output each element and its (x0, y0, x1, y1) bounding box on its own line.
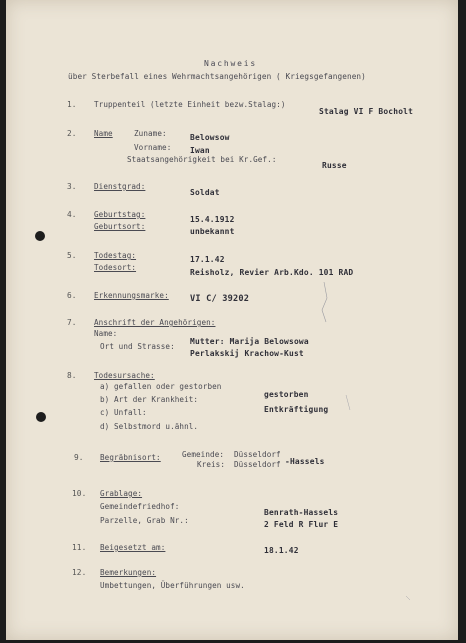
item-1-number: 1. (67, 100, 77, 109)
burial-place-label: Begräbnisort: (100, 453, 161, 462)
district-value-extra: -Hassels (285, 457, 325, 466)
id-tag-value: VI C/ 39202 (190, 294, 250, 304)
district-value: Düsseldorf (234, 460, 281, 469)
unit-value: Stalag VI F Bocholt (319, 107, 414, 116)
cause-value-a: gestorben (264, 390, 309, 399)
buried-on-value: 18.1.42 (264, 546, 299, 555)
cemetery-label: Gemeindefriedhof: (100, 502, 180, 511)
relative-street-value: Perlakskij Krachow-Kust (190, 349, 304, 358)
citizenship-label: Staatsangehörigkeit bei Kr.Gef.: (127, 155, 277, 164)
birthplace-label: Geburtsort: (94, 222, 146, 231)
item-9-number: 9. (74, 453, 84, 462)
item-2-number: 2. (67, 129, 77, 138)
item-10-number: 10. (72, 489, 87, 498)
cause-option-b: b) Art der Krankheit: (100, 395, 199, 404)
rank-label: Dienstgrad: (94, 182, 146, 191)
deathplace-label: Todesort: (94, 263, 137, 272)
rank-value: Soldat (190, 188, 220, 197)
relative-name-label: Name: (94, 329, 118, 338)
birthday-value: 15.4.1912 (190, 215, 235, 224)
deathday-label: Todestag: (94, 251, 137, 260)
item-5-number: 5. (67, 251, 77, 260)
cause-of-death-label: Todesursache: (94, 371, 155, 380)
cause-option-c: c) Unfall: (100, 408, 147, 417)
document-page (6, 0, 458, 640)
document-title: Nachweis (204, 59, 257, 68)
id-tag-label: Erkennungsmarke: (94, 291, 169, 300)
unit-label: Truppenteil (letzte Einheit bezw.Stalag:) (94, 100, 286, 109)
cause-value-b: Entkräftigung (264, 405, 329, 414)
item-6-number: 6. (67, 291, 77, 300)
buried-on-label: Beigesetzt am: (100, 543, 166, 552)
item-3-number: 3. (67, 182, 77, 191)
surname-label: Zuname: (134, 129, 167, 138)
document-subtitle: über Sterbefall eines Wehrmachtsangehörigen ( Kriegsgefangenen) (68, 72, 366, 81)
cause-option-d: d) Selbstmord u.ähnl. (100, 422, 199, 431)
relatives-address-label: Anschrift der Angehörigen: (94, 318, 216, 327)
surname-value: Belowsow (190, 133, 230, 142)
relative-name-value: Mutter: Marija Belowsowa (190, 337, 309, 346)
item-8-number: 8. (67, 371, 77, 380)
remarks-text: Umbettungen, Überführungen usw. (100, 581, 245, 590)
cemetery-value: Benrath-Hassels (264, 508, 339, 517)
municipality-label: Gemeinde: (182, 450, 225, 459)
municipality-value: Düsseldorf (234, 450, 281, 459)
citizenship-value: Russe (322, 161, 347, 170)
deathplace-value: Reisholz, Revier Arb.Kdo. 101 RAD (190, 268, 354, 277)
birthday-label: Geburtstag: (94, 210, 146, 219)
remarks-label: Bemerkungen: (100, 568, 157, 577)
name-label: Name (94, 129, 113, 138)
plot-label: Parzelle, Grab Nr.: (100, 516, 189, 525)
relative-street-label: Ort und Strasse: (100, 342, 175, 351)
deathday-value: 17.1.42 (190, 255, 225, 264)
firstname-value: Iwan (190, 146, 210, 155)
cause-option-a: a) gefallen oder gestorben (100, 382, 222, 391)
item-12-number: 12. (72, 568, 87, 577)
grave-location-label: Grablage: (100, 489, 143, 498)
plot-value: 2 Feld R Flur E (264, 520, 339, 529)
birthplace-value: unbekannt (190, 227, 235, 236)
item-7-number: 7. (67, 318, 77, 327)
item-11-number: 11. (72, 543, 87, 552)
item-4-number: 4. (67, 210, 77, 219)
firstname-label: Vorname: (134, 143, 172, 152)
district-label: Kreis: (197, 460, 226, 469)
